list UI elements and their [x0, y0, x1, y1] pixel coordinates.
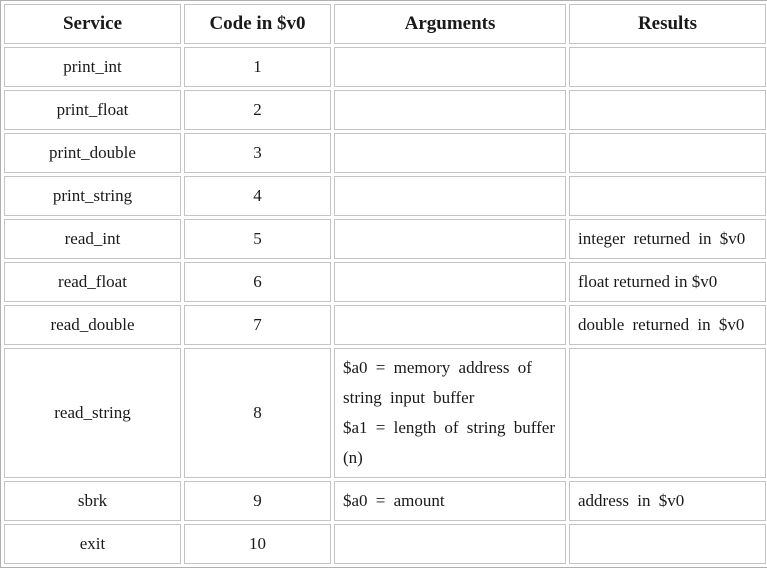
code-cell: 4 [184, 176, 331, 216]
arguments-cell [334, 219, 566, 259]
code-cell: 8 [184, 348, 331, 478]
service-cell: read_float [4, 262, 181, 302]
code-cell: 7 [184, 305, 331, 345]
results-cell [569, 176, 766, 216]
table-row [4, 524, 766, 564]
results-cell: integer returned in $v0 [569, 219, 766, 259]
service-cell: print_int [4, 47, 181, 87]
service-cell: read_int [4, 219, 181, 259]
arguments-cell [334, 262, 566, 302]
arguments-cell [334, 90, 566, 130]
results-cell [569, 348, 766, 478]
service-cell: sbrk [4, 481, 181, 521]
code-cell: 6 [184, 262, 331, 302]
table-row [4, 90, 766, 130]
service-cell: print_double [4, 133, 181, 173]
results-cell [569, 47, 766, 87]
code-cell: 3 [184, 133, 331, 173]
service-cell: print_string [4, 176, 181, 216]
code-cell: 10 [184, 524, 331, 564]
results-cell [569, 524, 766, 564]
code-cell: 1 [184, 47, 331, 87]
argument-line: $a0 = amount [343, 491, 445, 510]
arguments-cell [334, 305, 566, 345]
header-code: Code in $v0 [184, 4, 331, 44]
code-cell: 9 [184, 481, 331, 521]
arguments-cell [334, 481, 566, 521]
table-row [4, 262, 766, 302]
results-cell: address in $v0 [569, 481, 766, 521]
service-cell: read_string [4, 348, 181, 478]
results-cell: float returned in $v0 [569, 262, 766, 302]
code-cell: 2 [184, 90, 331, 130]
table-row [4, 219, 766, 259]
argument-line: $a1 = length of string buffer (n) [343, 418, 555, 467]
results-cell: double returned in $v0 [569, 305, 766, 345]
arguments-cell [334, 47, 566, 87]
header-results: Results [569, 4, 766, 44]
table-row [4, 348, 766, 478]
results-cell [569, 133, 766, 173]
table-row [4, 133, 766, 173]
service-cell: print_float [4, 90, 181, 130]
header-service: Service [4, 4, 181, 44]
argument-line: $a0 = memory address of string input buffer [343, 358, 532, 407]
table-row [4, 481, 766, 521]
header-arguments: Arguments [334, 4, 566, 44]
header-row [4, 4, 766, 44]
code-cell: 5 [184, 219, 331, 259]
arguments-cell [334, 176, 566, 216]
arguments-cell [334, 133, 566, 173]
table-row [4, 176, 766, 216]
table-row [4, 305, 766, 345]
arguments-cell [334, 348, 566, 478]
arguments-cell [334, 524, 566, 564]
table-row [4, 47, 766, 87]
service-cell: read_double [4, 305, 181, 345]
service-cell: exit [4, 524, 181, 564]
results-cell [569, 90, 766, 130]
